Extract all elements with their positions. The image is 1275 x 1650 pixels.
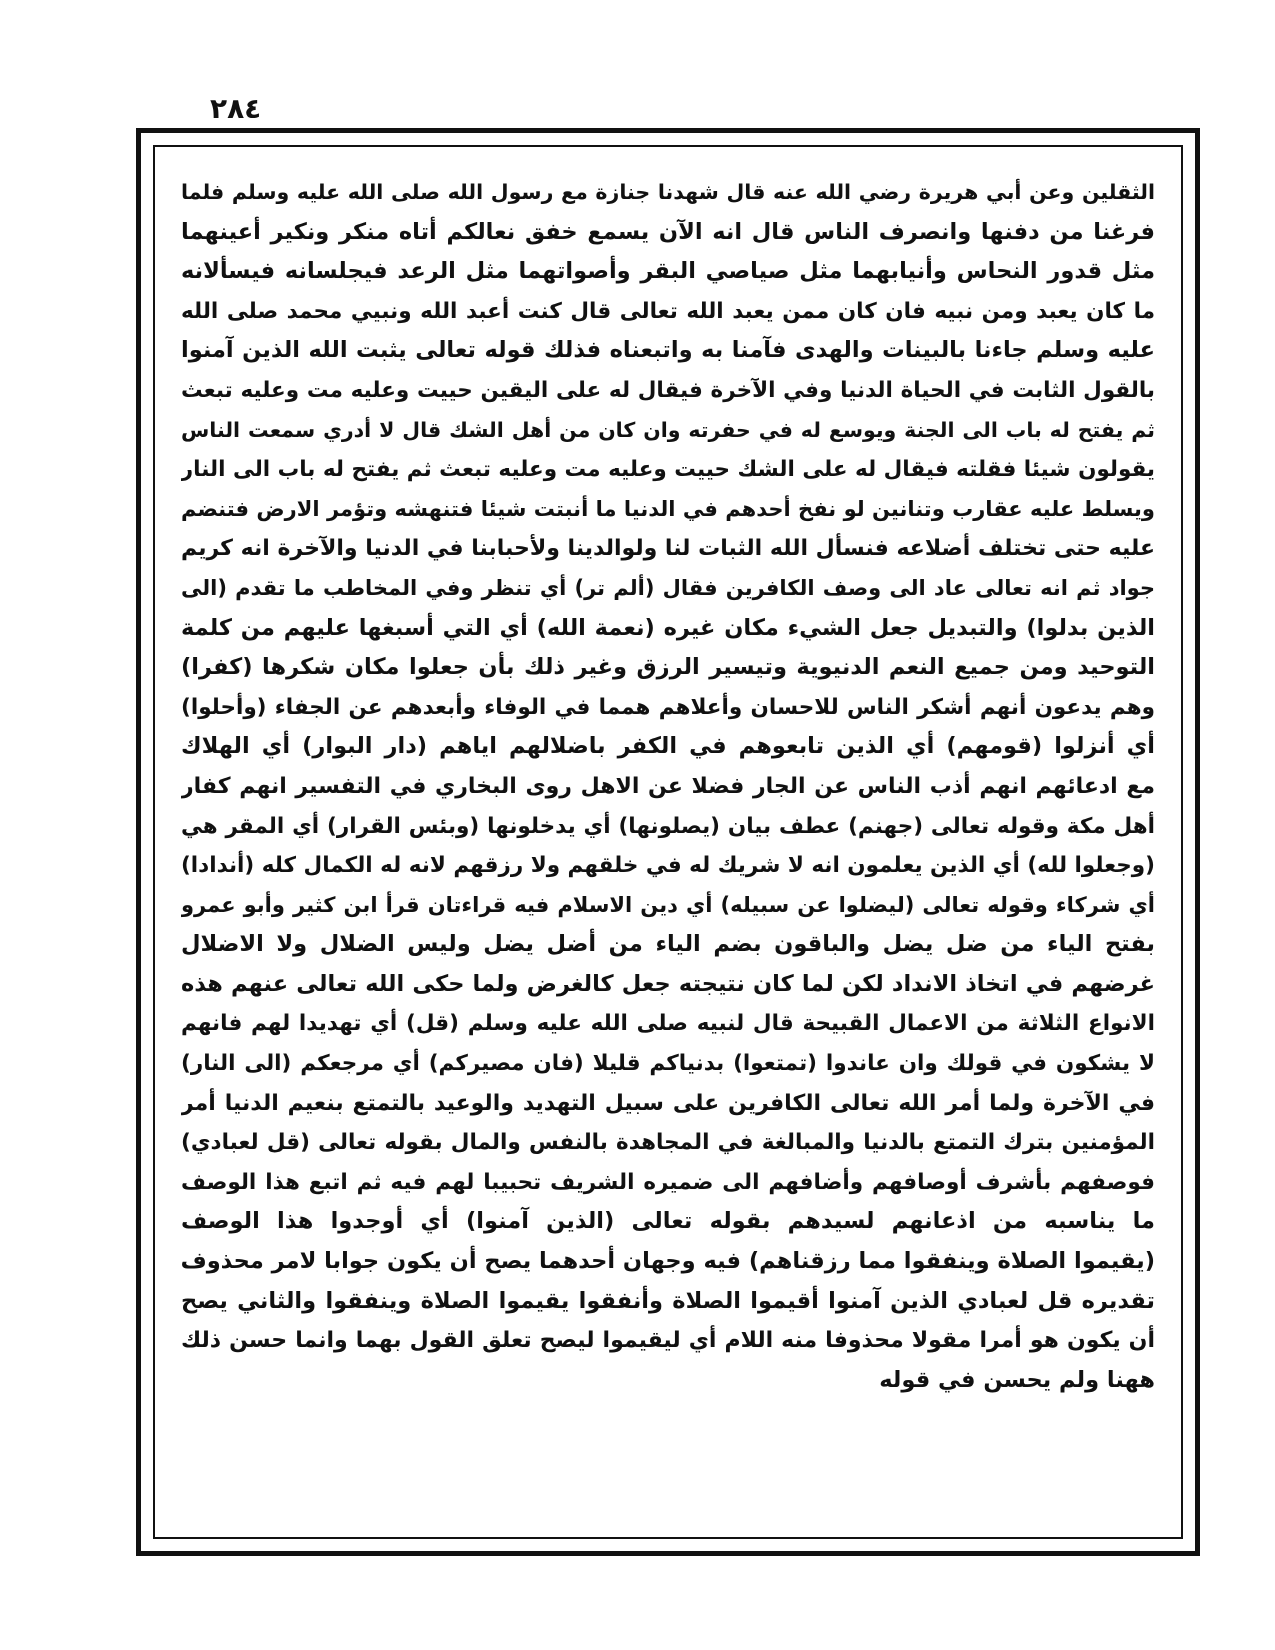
text-line: التوحيد ومن جميع النعم الدنيوية وتيسير الرزق وغير ذلك بأن جعلوا مكان شكرها (كفرا): [181, 654, 1155, 681]
text-line: تقديره قل لعبادي الذين آمنوا أقيموا الصلاة وأنفقوا يقيموا الصلاة وينفقوا والثاني يصح: [181, 1287, 1155, 1314]
text-line: (يقيموا الصلاة وينفقوا مما رزقناهم) فيه وجهان أحدهما يصح أن يكون جوابا لامر محذوف: [181, 1248, 1155, 1275]
text-line: أي أنزلوا (قومهم) أي الذين تابعوهم في الكفر باضلالهم اياهم (دار البوار) أي الهلاك: [181, 733, 1155, 760]
text-line: ههنا ولم يحسن في قوله: [879, 1366, 1155, 1393]
text-line: ما يناسبه من اذعانهم لسيدهم بقوله تعالى (الذين آمنوا) أي أوجدوا هذا الوصف: [181, 1208, 1155, 1235]
text-line: أن يكون هو أمرا مقولا محذوفا منه اللام أي ليقيموا ليصح تعلق القول بهما وانما حسن ذلك: [181, 1328, 1155, 1354]
text-line: عليه حتى تختلف أضلاعه فنسأل الله الثبات لنا ولوالدينا ولأحبابنا في الدنيا والآخرة انه كريم: [181, 536, 1155, 562]
text-line: فوصفهم بأشرف أوصافهم وأضافهم الى ضميره الشريف تحبيبا لهم فيه ثم اتبع هذا الوصف: [181, 1169, 1155, 1195]
text-line: لا يشكون في قولك وان عاندوا (تمتعوا) بدنياكم قليلا (فان مصيركم) أي مرجعكم (الى النار): [181, 1051, 1155, 1077]
text-line: المؤمنين بترك التمتع بالدنيا والمبالغة في المجاهدة بالنفس والمال بقوله تعالى (قل لعبادي): [181, 1130, 1155, 1156]
text-line: مع ادعائهم انهم أذب الناس عن الجار فضلا عن الاهل روى البخاري في التفسير انهم كفار: [181, 773, 1155, 799]
text-line: عليه وسلم جاءنا بالبينات والهدى فآمنا به واتبعناه فذلك قوله تعالى يثبت الله الذين آمنوا: [181, 337, 1155, 364]
text-line: الانواع الثلاثة من الاعمال القبيحة قال لنبيه صلى الله عليه وسلم (قل) أي تهديدا لهم فانهم: [181, 1011, 1155, 1037]
text-line: أهل مكة وقوله تعالى (جهنم) عطف بيان (يصلونها) أي يدخلونها (وبئس القرار) أي المقر هي: [181, 813, 1155, 839]
page-border: [136, 128, 1200, 1556]
text-line: وهم يدعون أنهم أشكر الناس للاحسان وأعلاهم همما في الوفاء وأبعدهم عن الجفاء (وأحلوا): [181, 694, 1155, 720]
text-line: ما كان يعبد ومن نبيه فان كان ممن يعبد الله تعالى قال كنت أعبد الله ونبيي محمد صلى الله: [181, 298, 1155, 324]
text-line: الذين بدلوا) والتبديل جعل الشيء مكان غيره (نعمة الله) أي التي أسبغها عليهم من كلمة: [181, 614, 1155, 641]
text-line: في الآخرة ولما أمر الله تعالى الكافرين على سبيل التهديد والوعيد بالتمتع بنعيم الدنيا أمر: [181, 1090, 1155, 1116]
text-line: جواد ثم انه تعالى عاد الى وصف الكافرين فقال (ألم تر) أي تنظر وفي المخاطب ما تقدم (الى: [181, 575, 1155, 600]
text-line: بفتح الياء من ضل يضل والباقون بضم الياء من أضل يضل وليس الضلال ولا الاضلال: [181, 931, 1155, 958]
page-text: [181, 173, 1155, 1507]
page-border-inner: [153, 145, 1183, 1539]
text-line: بالقول الثابت في الحياة الدنيا وفي الآخرة فيقال له على اليقين حييت وعليه مت وعليه تبعث: [181, 377, 1155, 403]
page-number: ٢٨٤: [210, 92, 262, 125]
text-line: فرغنا من دفنها وانصرف الناس قال انه الآن يسمع خفق نعالكم أتاه منكر ونكير أعينهما: [181, 218, 1155, 245]
text-line: مثل قدور النحاس وأنيابهما مثل صياصي البقر وأصواتهما مثل الرعد فيجلسانه فيسألانه: [181, 258, 1155, 285]
text-line: (وجعلوا لله) أي الذين يعلمون انه لا شريك له في خلقهم ولا رزقهم لانه له الكمال كله (أندادا): [181, 853, 1155, 879]
text-line: ثم يفتح له باب الى الجنة ويوسع له في حفرته وان كان من أهل الشك قال لا أدري سمعت الناس: [181, 417, 1155, 442]
text-line: الثقلين وعن أبي هريرة رضي الله عنه قال شهدنا جنازة مع رسول الله صلى الله عليه وسلم فلما: [181, 180, 1155, 204]
text-line: غرضهم في اتخاذ الانداد لكن لما كان نتيجته جعل كالغرض ولما حكى الله تعالى عنهم هذه: [181, 970, 1155, 997]
text-line: يقولون شيئا فقلته فيقال له على الشك حييت وعليه مت وعليه تبعث ثم يفتح له باب الى النار: [181, 457, 1155, 483]
text-line: أي شركاء وقوله تعالى (ليضلوا عن سبيله) أي دين الاسلام فيه قراءتان قرأ ابن كثير وأبو عمرو: [181, 892, 1155, 917]
text-line: ويسلط عليه عقارب وتنانين لو نفخ أحدهم في الدنيا ما أنبتت شيئا فتنهشه وتؤمر الارض فتنضم: [181, 496, 1155, 521]
